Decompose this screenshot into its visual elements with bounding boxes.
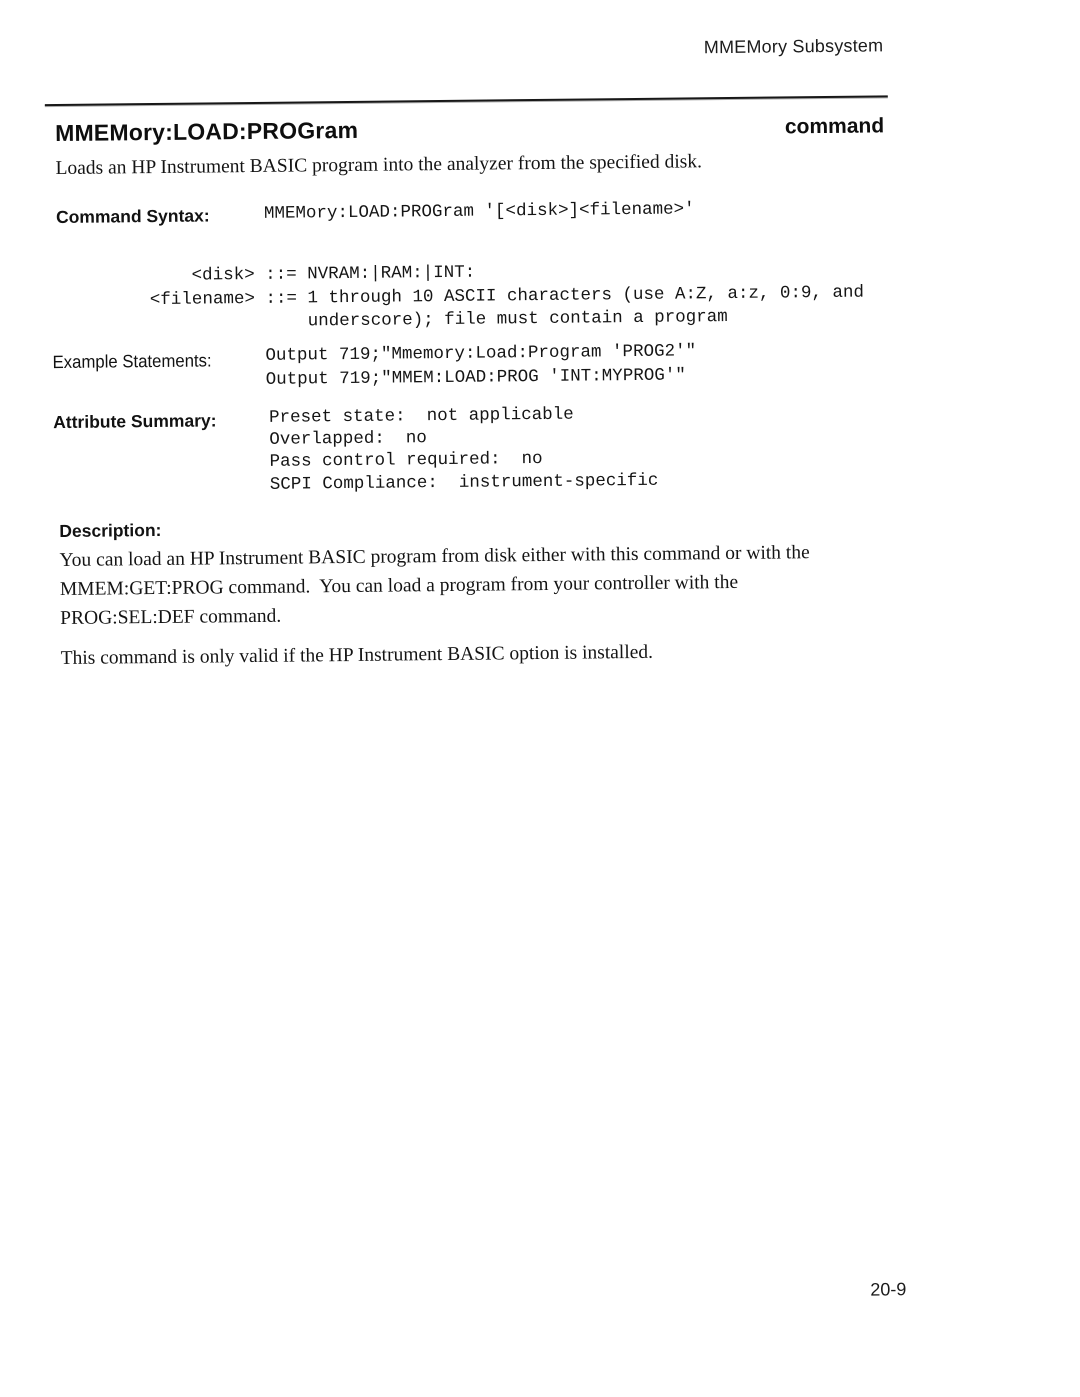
attribute-summary-block [269, 403, 658, 496]
attribute-line: SCPI Compliance: instrument-specific [269, 470, 659, 495]
description-line: PROG:SEL:DEF command. [60, 605, 282, 630]
example-statements-label: Example Statements: [52, 350, 212, 373]
attribute-line: Preset state: not applicable [269, 404, 574, 428]
intro-paragraph: Loads an HP Instrument BASIC program into the analyzer from the specified disk. [55, 151, 703, 180]
description-note: This command is only valid if the HP Instrument BASIC option is installed. [60, 641, 654, 670]
description-label: Description: [59, 519, 162, 542]
syntax-parameters-block [150, 258, 865, 336]
example-statement-line: Output 719;"Mmemory:Load:Program 'PROG2'" [265, 341, 697, 366]
attribute-line: Pass control required: no [269, 449, 543, 473]
command-syntax-value: MMEMory:LOAD:PROGram '[<disk>]<filename>' [263, 199, 695, 224]
syntax-param-line: underscore); file must contain a program [150, 307, 728, 334]
command-title: MMEMory:LOAD:PROGram [55, 116, 359, 147]
header-rule [45, 95, 888, 106]
page-number: 20-9 [870, 1279, 907, 1300]
command-syntax-label: Command Syntax: [55, 205, 210, 228]
command-type-label: command [784, 114, 885, 139]
description-paragraph [59, 538, 810, 633]
syntax-param-line: <filename> ::= 1 through 10 ASCII characters (use A:Z, a:z, 0:9, and [149, 282, 865, 310]
description-line: You can load an HP Instrument BASIC program from disk either with this command or with the [59, 542, 810, 572]
attribute-line: Overlapped: no [269, 428, 427, 451]
syntax-param-line: <disk> ::= NVRAM:|RAM:|INT: [149, 262, 476, 287]
running-header: MMEMory Subsystem [703, 35, 884, 58]
example-statements-block [265, 340, 696, 392]
attribute-summary-label: Attribute Summary: [53, 410, 217, 433]
description-line: MMEM:GET:PROG command. You can load a program from your controller with the [59, 571, 739, 601]
example-statement-line: Output 719;"MMEM:LOAD:PROG 'INT:MYPROG'" [265, 364, 686, 390]
